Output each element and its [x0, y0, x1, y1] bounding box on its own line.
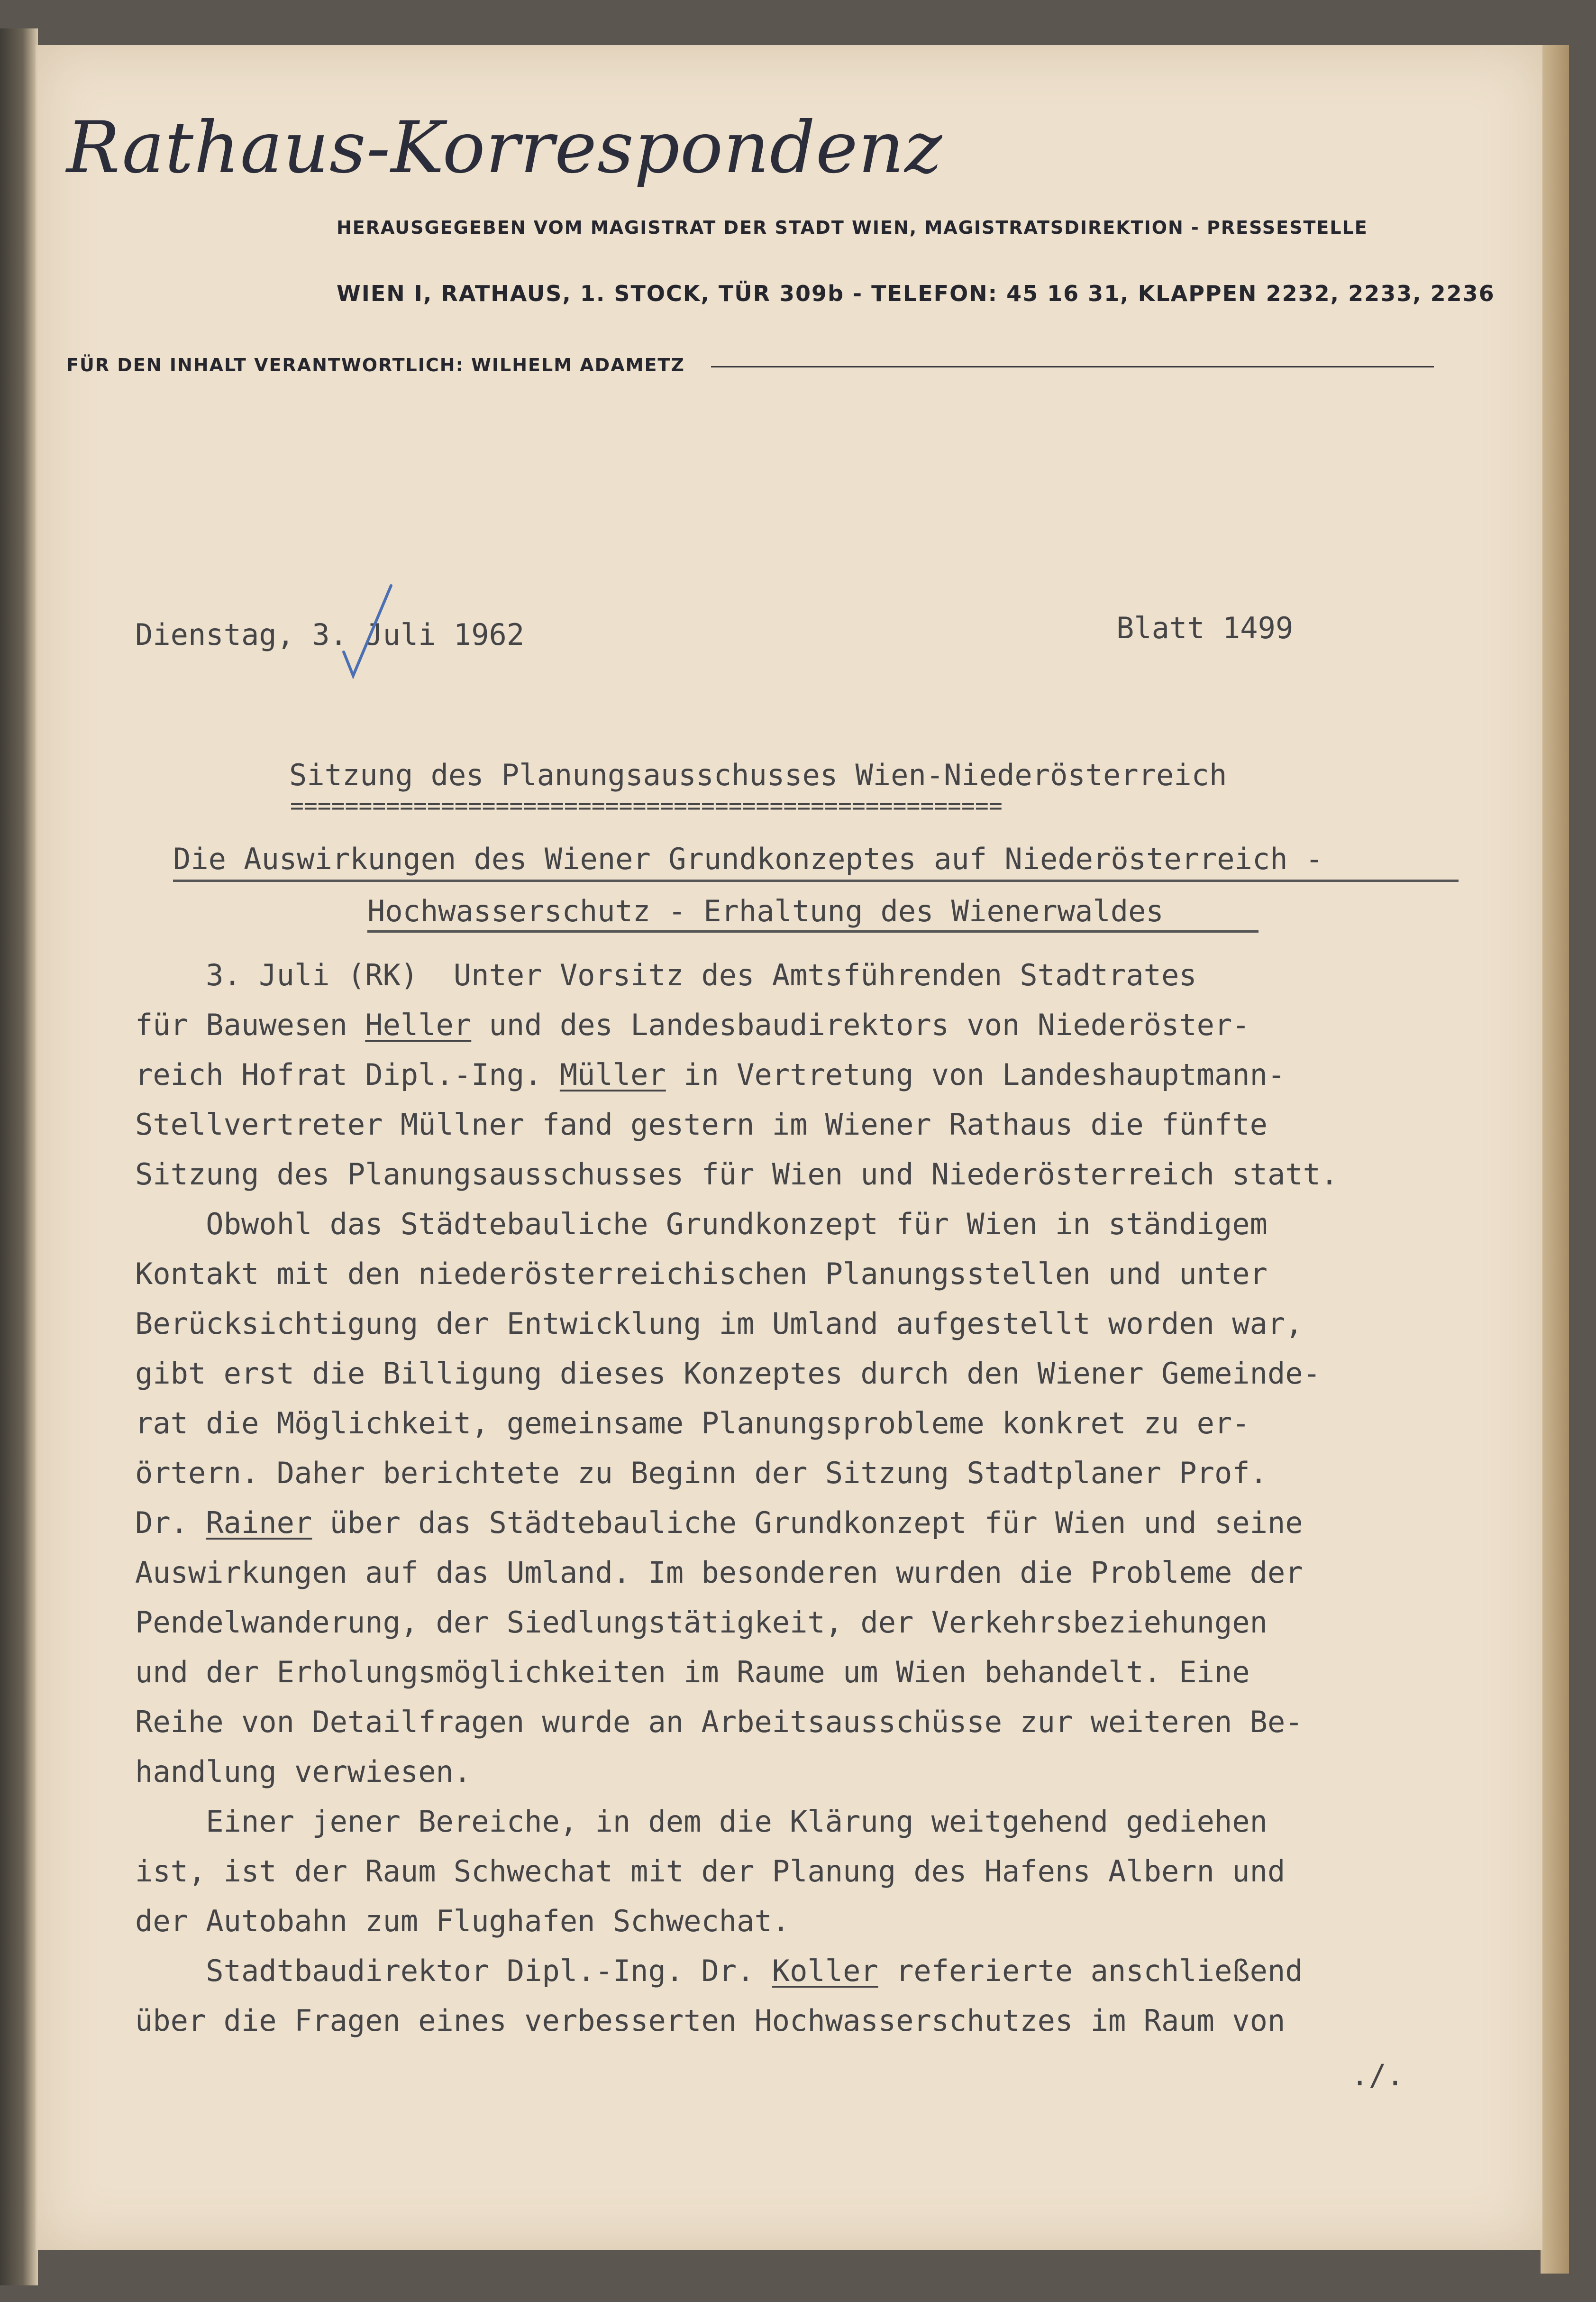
body-line: handlung verwiesen. — [135, 1754, 472, 1789]
body-line: Dr. Rainer über das Städtebauliche Grundkonzept für Wien und seine — [135, 1505, 1303, 1540]
body-line: Berücksichtigung der Entwicklung im Umland aufgestellt worden war, — [135, 1306, 1303, 1341]
body-line: und der Erholungsmöglichkeiten im Raume um Wien behandelt. Eine — [135, 1655, 1250, 1689]
dateline: Dienstag, 3. Juli 1962 — [135, 617, 525, 652]
sheet-number: Blatt 1499 — [1116, 611, 1294, 645]
body-line: örtern. Daher berichtete zu Beginn der Sitzung Stadtplaner Prof. — [135, 1456, 1268, 1490]
subtitle-underline-1 — [173, 880, 1459, 882]
subtitle-line-2: Hochwasserschutz - Erhaltung des Wienerwaldes — [367, 894, 1164, 928]
body-line: Auswirkungen auf das Umland. Im besonderen wurden die Probleme der — [135, 1555, 1303, 1590]
publisher-line: HERAUSGEGEBEN VOM MAGISTRAT DER STADT WIEN, MAGISTRATSDIREKTION - PRESSESTELLE — [337, 217, 1368, 238]
name-mueller: Müller — [559, 1057, 666, 1092]
body-line: Stadtbaudirektor Dipl.-Ing. Dr. Koller referierte anschließend — [135, 1953, 1303, 1988]
article-title: Sitzung des Planungsausschusses Wien-Niederösterreich — [289, 758, 1227, 792]
responsible-line: FÜR DEN INHALT VERANTWORTLICH: WILHELM ADAMETZ — [66, 355, 685, 376]
body-line: Obwohl das Städtebauliche Grundkonzept für Wien in ständigem — [135, 1207, 1268, 1241]
body-line: gibt erst die Billigung dieses Konzeptes durch den Wiener Gemeinde- — [135, 1356, 1321, 1391]
body-line: rat die Möglichkeit, gemeinsame Planungsprobleme konkret zu er- — [135, 1406, 1250, 1440]
subtitle-underline-2 — [367, 930, 1259, 933]
body-line: der Autobahn zum Flughafen Schwechat. — [135, 1904, 790, 1938]
masthead-logo: Rathaus-Korrespondenz — [66, 107, 943, 189]
body-line: 3. Juli (RK) Unter Vorsitz des Amtsführenden Stadtrates — [135, 958, 1197, 992]
checkmark-icon — [339, 581, 396, 680]
body-line: Stellvertreter Müllner fand gestern im Wiener Rathaus die fünfte — [135, 1107, 1268, 1142]
body-line: ist, ist der Raum Schwechat mit der Planung des Hafens Albern und — [135, 1854, 1286, 1889]
continuation-mark: ./. — [1351, 2058, 1404, 2092]
header-rule — [711, 366, 1434, 367]
body-line: Reihe von Detailfragen wurde an Arbeitsausschüsse zur weiteren Be- — [135, 1705, 1303, 1739]
body-line: Pendelwanderung, der Siedlungstätigkeit, der Verkehrsbeziehungen — [135, 1605, 1268, 1640]
body-line: Sitzung des Planungsausschusses für Wien und Niederösterreich statt. — [135, 1157, 1339, 1192]
body-line: reich Hofrat Dipl.-Ing. Müller in Vertretung von Landeshauptmann- — [135, 1057, 1286, 1092]
body-line: Kontakt mit den niederösterreichischen Planungsstellen und unter — [135, 1256, 1268, 1291]
name-koller: Koller — [772, 1953, 878, 1988]
title-double-rule: ==================================================== — [290, 793, 1003, 819]
subtitle-line-1: Die Auswirkungen des Wiener Grundkonzeptes auf Niederösterreich - — [173, 842, 1323, 876]
body-line: für Bauwesen Heller und des Landesbaudirektors von Niederöster- — [135, 1008, 1250, 1042]
page-edge — [1541, 45, 1569, 2274]
body-line: über die Fragen eines verbesserten Hochwasserschutzes im Raum von — [135, 2003, 1286, 2038]
body-line: Einer jener Bereiche, in dem die Klärung weitgehend gediehen — [135, 1804, 1268, 1839]
name-heller: Heller — [365, 1008, 472, 1042]
book-binding — [0, 28, 38, 2285]
name-rainer: Rainer — [206, 1505, 312, 1540]
address-line: WIEN I, RATHAUS, 1. STOCK, TÜR 309b - TELEFON: 45 16 31, KLAPPEN 2232, 2233, 2236 — [337, 281, 1495, 306]
